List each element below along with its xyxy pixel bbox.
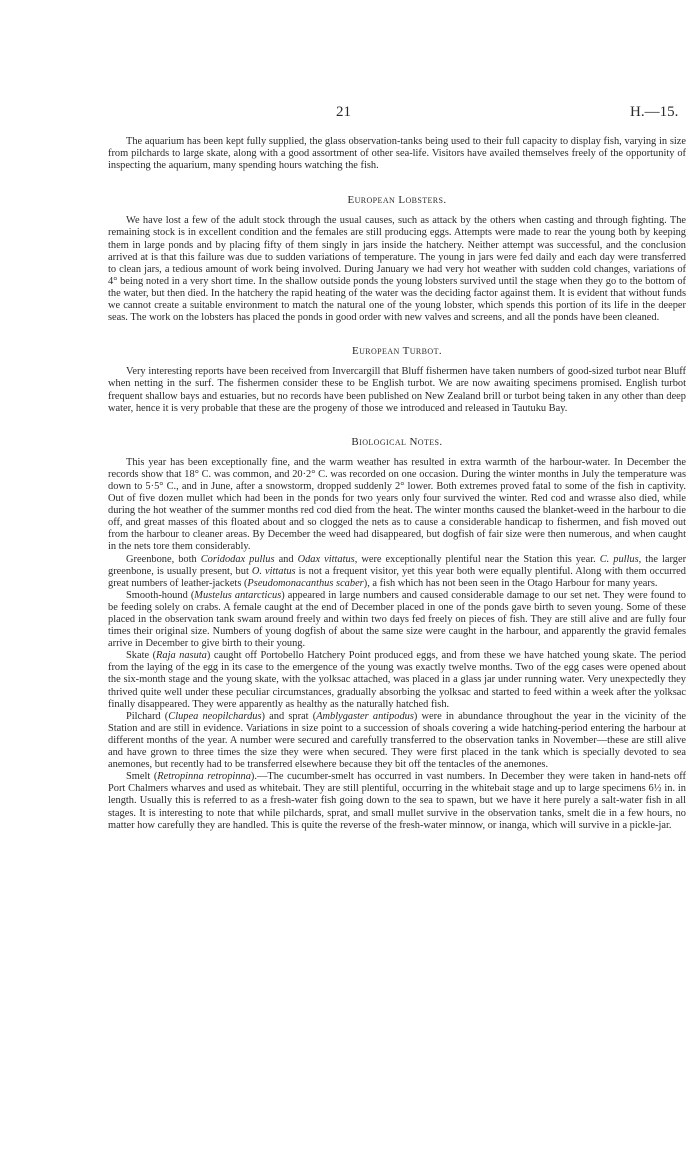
text-fragment: Greenbone, both [126,553,201,565]
text-fragment: is not a frequent visitor, yet this year both were equally plentiful. Along with them occurred great numbers of leather-jackets ( [108,565,686,589]
report-body [108,136,686,832]
aquarium-paragraph: The aquarium has been kept fully supplied, the glass observation-tanks being used to their full capacity to display fish, varying in size from pilchards to large skate, along with a good assortment of other sea-life. Visitors have availed themselves freely of the opportunity of inspecting the aquarium, many spending hours watching the fish. [108,136,686,172]
text-fragment: Skate ( [126,650,157,662]
page-header [0,104,700,124]
pilchard-paragraph [108,711,686,771]
species-name: O. vittatus [251,565,296,577]
smooth-hound-paragraph [108,590,686,650]
text-fragment: Smooth-hound ( [126,589,195,601]
turbot-paragraph: Very interesting reports have been received from Invercargill that Bluff fishermen have taken numbers of good-sized turbot near Bluff when netting in the surf. The fishermen consider these to be English turbot. We are now awaiting specimens promised. English turbot frequent shallow bays and estuaries, but no records have been published on New Zealand brill or turbot being taken in any other than deep water, hence it is very probable that these are the progeny of those we introduced and released in Tautuku Bay. [108,366,686,414]
species-name: Raja nasuta [156,650,207,662]
document-reference: H.—15. [630,104,679,120]
text-fragment: , the larger greenbone, is usually present, but [108,553,687,577]
text-fragment: Pilchard ( [126,710,169,722]
text-fragment: ) were in abundance throughout the year in the vicinity of the Station and are still in evidence. Variations in size point to a succession of shoals covering a wide hatching-period entering the harbour at different months of the year. A number were secured and carefully transferred to the observation tanks in November—these are still alive and have grown to three times the size they were when secured. They were first placed in the tank which is specially devoted to sea anemones, but recently had to be transferred elsewhere because they bit off the tentacles of the anemones. [108,710,686,771]
text-fragment: ) and sprat ( [261,710,317,722]
page-number: 21 [336,104,351,120]
section-heading-biological-notes: Biological Notes. [351,435,443,448]
species-name: Mustelus antarcticus [194,589,282,601]
text-fragment: and [274,553,298,565]
species-name: Pseudomonacanthus scaber [247,577,364,589]
text-fragment: ) appeared in large numbers and caused considerable damage to our set net. They were found to be feeding solely on crabs. A female caught at the end of December placed in one of the ponds gave birth to seven young. Some of these placed in the observation tank swam around freely and within two days fed freely on pieces of fish. They are still alive and are fully four times their original size. Numbers of young dogfish of about the same size were caught in the harbour, and apparently the gravid females arrive in December to give birth to their young. [108,589,686,650]
species-name: Retropinna retropinna [157,771,251,783]
species-name: Coridodax pullus [200,553,275,565]
smelt-paragraph [108,771,686,831]
text-fragment: ).—The cucumber-smelt has occurred in vast numbers. In December they were taken in hand-nets off Port Chalmers wharves and used as whitebait. They are still plentiful, occurring in the whitebait stage and up to large specimens 6½ in. in length. Usually this is referred to as a fresh-water fish going down to the sea to spawn, but we have it here purely a salt-water fish in all stages. It is interesting to note that while pilchards, sprat, and small mullet survive in the observation tanks, smelt die in a few hours, no matter how carefully they are handled. This is quite the reverse of the fresh-water minnow, or inanga, which will survive in a pickle-jar. [108,771,686,831]
greenbone-paragraph [108,554,686,590]
text-fragment: , were exceptionally plentiful near the Station this year. [354,553,600,565]
biological-temperature-paragraph: This year has been exceptionally fine, and the warm weather has resulted in extra warmth of the harbour-water. In December the records show that 18° C. was common, and 20·2° C. was recorded on one occasion. During the winter months in July the temperature was down to 5·5° C., and in June, after a snowstorm, dropped suddenly 2° lower. Both extremes proved fatal to some of the fish in captivity. Out of five dozen mullet which had been in the ponds for two years only four survived the winter. Red cod and wrasse also died, while during the hot weather of the summer months red cod died from the heat. The winter months caused the blanket-weed in the harbour to die off, and great masses of this floated about and so clogged the nets as to cause a considerable handicap to fishermen, and fish moved out from the harbour to cleaner areas. By December the weed had disappeared, but dogfish of fair size were then numerous, and when caught in the nets tore them considerably. [108,456,686,553]
species-name: Amblygaster antipodus [316,710,414,722]
species-name: C. pullus [599,553,639,565]
section-heading-european-turbot: European Turbot. [351,345,443,358]
text-fragment: Smelt ( [126,771,158,783]
section-heading-european-lobsters: European Lobsters. [347,194,447,207]
lobsters-paragraph: We have lost a few of the adult stock through the usual causes, such as attack by the others when casting and through fighting. The remaining stock is in excellent condition and the females are still producing eggs. Attempts were made to rear the young both by keeping them in large ponds and by placing fifty of them singly in jars inside the hatchery. Neither attempt was successful, and the conclusion arrived at is that this failure was due to sudden variations of temperature. The young in jars were fed daily and each day were transferred to clean jars, a tedious amount of work being involved. During January we had very hot weather with sudden cold changes, variations of 4° being noted in a very short time. In the shallow outside ponds the young lobsters survived until the stage when they go to the bottom of the water, but then died. In the hatchery the rapid heating of the water was the deciding factor against them. It is evident that without funds we cannot create a suitable environment to match the natural one of the young lobster, which spends this portion of its life in the deeper seas. The work on the lobsters has placed the ponds in good order with new valves and screens, and all the ponds have been cleaned. [108,215,686,324]
text-fragment: ) caught off Portobello Hatchery Point produced eggs, and from these we have hatched young skate. The period from the laying of the egg in its case to the emergence of the young was exactly twelve months. Two of the egg cases were opened about the six-month stage and the young skate, with the yolksac attached, was placed in a glass jar under running water. Very unexpectedly they thrived quite well under these peculiar circumstances, gradually absorbing the yolksac and started to feed within a week after the yolksac finally disappeared. They were apparently as healthy as the naturally hatched fish. [108,650,686,710]
species-name: Odax vittatus [297,553,355,565]
species-name: Clupea neopilchardus [168,710,262,722]
skate-paragraph [108,650,686,710]
text-fragment: ), a fish which has not been seen in the Otago Harbour for many years. [363,577,658,589]
